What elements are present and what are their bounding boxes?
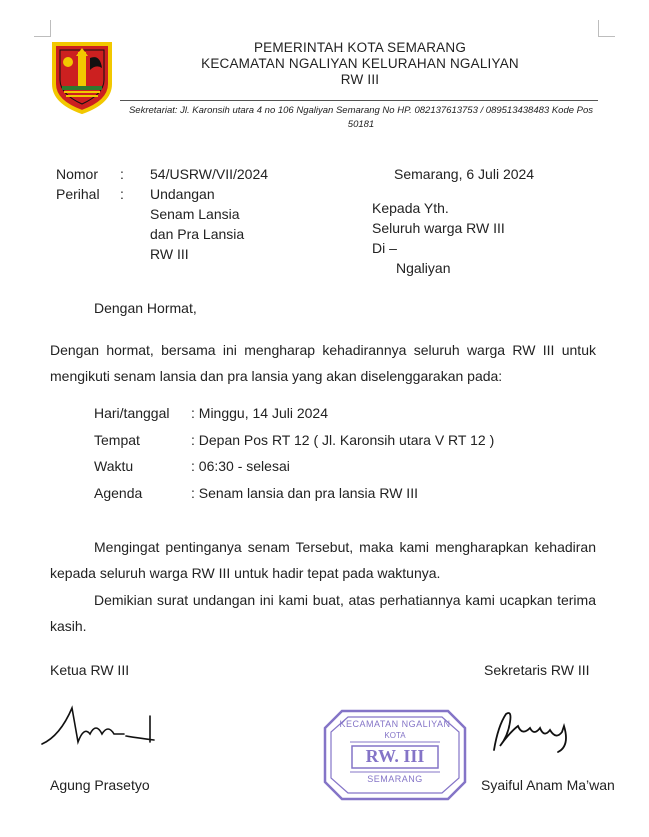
place-date: Semarang, 6 Juli 2024 xyxy=(394,166,535,182)
stamp-kota: KOTA xyxy=(384,731,406,740)
detail-label: Agenda xyxy=(94,484,143,501)
nomor-separator: : xyxy=(120,166,124,182)
letterhead-government: PEMERINTAH KOTA SEMARANG xyxy=(253,40,467,55)
stamp-top-text: KECAMATAN NGALIYAN xyxy=(339,719,451,729)
detail-value: : 06:30 - selesai xyxy=(191,458,290,474)
perihal-value xyxy=(150,184,244,264)
perihal-separator: : xyxy=(120,186,124,202)
detail-value: : Senam lansia dan pra lansia RW III xyxy=(191,484,418,501)
recipient-line: Di – xyxy=(372,240,397,256)
letterhead-secretariat: Sekretariat: Jl. Karonsih utara 4 no 106 Ngaliyan Semarang No HP. 082137613753 / 089513438483 Kode Pos 50181 xyxy=(128,105,594,130)
semarang-city-crest-icon xyxy=(50,40,114,114)
recipient-line: Ngaliyan xyxy=(396,260,451,276)
greeting: Dengan Hormat, xyxy=(94,300,197,316)
paragraph-closing: Demikian surat undangan ini kami buat, atas perhatiannya kami ucapkan terima kasih. xyxy=(50,592,596,634)
detail-label: Tempat xyxy=(94,431,140,448)
stamp-center: RW. III xyxy=(365,746,425,766)
detail-label: Hari/tanggal xyxy=(94,405,170,421)
perihal-label: Perihal xyxy=(56,186,100,202)
detail-row-date xyxy=(94,403,594,430)
right-signature-icon xyxy=(484,706,584,756)
perihal-line: Senam Lansia xyxy=(150,206,240,222)
letterhead-rw: RW III xyxy=(340,72,380,87)
letterhead-divider xyxy=(120,100,598,101)
corner-mark-top-right xyxy=(598,20,615,37)
detail-row-agenda xyxy=(94,483,594,510)
detail-row-time xyxy=(94,456,594,483)
recipient-line: Seluruh warga RW III xyxy=(372,220,505,236)
nomor-label: Nomor xyxy=(56,166,99,182)
recipient-block xyxy=(372,198,505,278)
left-signatory-name: Agung Prasetyo xyxy=(50,777,150,793)
perihal-line: RW III xyxy=(150,246,189,262)
detail-value: : Depan Pos RT 12 ( Jl. Karonsih utara V RT 12 ) xyxy=(191,431,495,448)
perihal-line: dan Pra Lansia xyxy=(150,226,245,242)
detail-row-place xyxy=(94,430,594,457)
detail-value: : Minggu, 14 Juli 2024 xyxy=(191,405,328,421)
right-signatory-name: Syaiful Anam Ma’wan xyxy=(481,777,615,793)
stamp-bottom: SEMARANG xyxy=(367,774,423,784)
rw-stamp-icon xyxy=(322,708,468,802)
corner-mark-top-left xyxy=(34,20,51,37)
perihal-line: Undangan xyxy=(150,186,215,202)
left-signatory-title: Ketua RW III xyxy=(50,662,130,678)
letterhead-district: KECAMATAN NGALIYAN KELURAHAN NGALIYAN xyxy=(201,56,519,71)
event-details xyxy=(94,403,594,509)
right-signatory-title: Sekretaris RW III xyxy=(484,662,590,678)
paragraph-importance: Mengingat pentinganya senam Tersebut, maka kami mengharapkan kehadiran kepada seluruh warga RW III untuk hadir tepat pada waktunya. xyxy=(50,539,596,581)
detail-label: Waktu xyxy=(94,458,134,474)
left-signature-icon xyxy=(38,700,158,750)
recipient-line: Kepada Yth. xyxy=(372,200,449,216)
nomor-value: 54/USRW/VII/2024 xyxy=(150,166,269,182)
intro-paragraph: Dengan hormat, bersama ini mengharap kehadirannya seluruh warga RW III untuk mengikuti senam lansia dan pra lansia yang akan diselenggarakan pada: xyxy=(50,342,596,384)
